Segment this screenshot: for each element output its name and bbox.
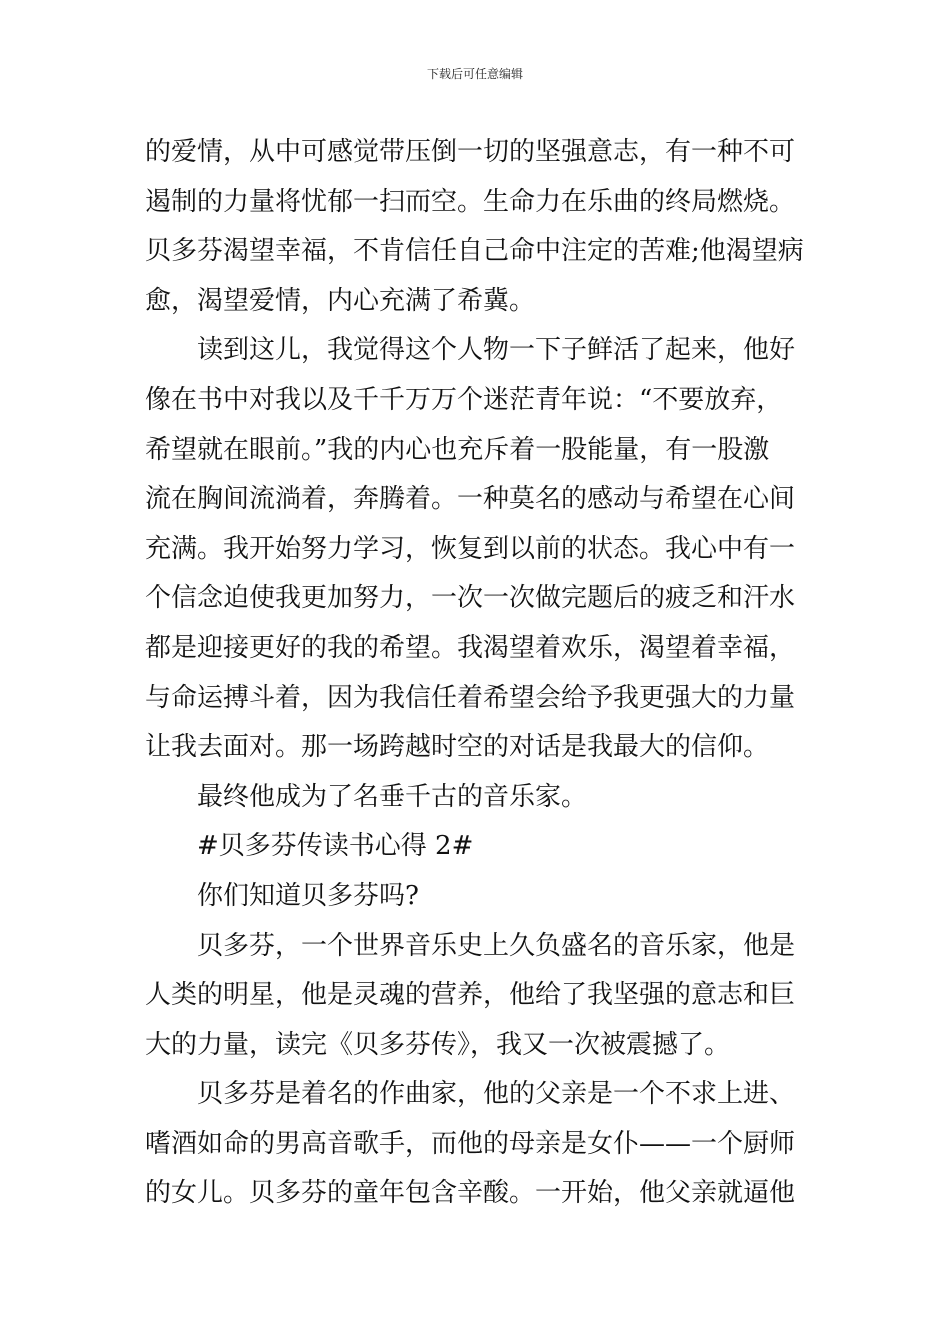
paragraph-first-line: 最终他成为了名垂千古的音乐家。 bbox=[197, 781, 588, 812]
paragraph-first-line: 你们知道贝多芬吗? bbox=[197, 880, 419, 911]
text-line: 遏制的力量将忧郁一扫而空。生命力在乐曲的终局燃烧。 bbox=[145, 186, 796, 217]
paragraph-first-line: 读到这儿，我觉得这个人物一下子鲜活了起来，他好 bbox=[197, 335, 796, 366]
text-line: 大的力量，读完《贝多芬传》，我又一次被震撼了。 bbox=[145, 1029, 731, 1060]
text-line: 充满。我开始努力学习，恢复到以前的状态。我心中有一 bbox=[145, 533, 796, 564]
paragraph-first-line: 贝多芬，一个世界音乐史上久负盛名的音乐家，他是 bbox=[197, 930, 796, 961]
body-text bbox=[145, 128, 810, 1219]
text-line: 流在胸间流淌着，奔腾着。一种莫名的感动与希望在心间 bbox=[145, 484, 796, 515]
text-line: 与命运搏斗着，因为我信任着希望会给予我更强大的力量 bbox=[145, 682, 796, 713]
section-heading: #贝多芬传读书心得 2# bbox=[197, 831, 474, 862]
text-line: 希望就在眼前。”我的内心也充斥着一股能量，有一股激 bbox=[145, 434, 770, 465]
text-line: 人类的明星，他是灵魂的营养，他给了我坚强的意志和巨 bbox=[145, 980, 796, 1011]
text-line: 愈，渴望爱情，内心充满了希冀。 bbox=[145, 285, 536, 316]
text-line: 嗜酒如命的男高音歌手，而他的母亲是女仆——一个厨师 bbox=[145, 1128, 796, 1159]
text-line: 像在书中对我以及千千万万个迷茫青年说：“不要放弃， bbox=[145, 384, 783, 415]
text-line: 让我去面对。那一场跨越时空的对话是我最大的信仰。 bbox=[145, 732, 770, 763]
text-line: 贝多芬渴望幸福，不肯信任自己命中注定的苦难;他渴望病 bbox=[145, 236, 804, 267]
page-header: 下载后可任意编辑 bbox=[426, 67, 523, 81]
paragraph-first-line: 贝多芬是着名的作曲家，他的父亲是一个不求上进、 bbox=[197, 1079, 796, 1110]
text-line: 的女儿。贝多芬的童年包含辛酸。一开始，他父亲就逼他 bbox=[145, 1178, 796, 1209]
text-line: 的爱情，从中可感觉带压倒一切的坚强意志，有一种不可 bbox=[145, 137, 796, 167]
text-line: 都是迎接更好的我的希望。我渴望着欢乐，渴望着幸福， bbox=[145, 632, 796, 663]
text-line: 个信念迫使我更加努力，一次一次做完题后的疲乏和汗水 bbox=[145, 583, 796, 614]
